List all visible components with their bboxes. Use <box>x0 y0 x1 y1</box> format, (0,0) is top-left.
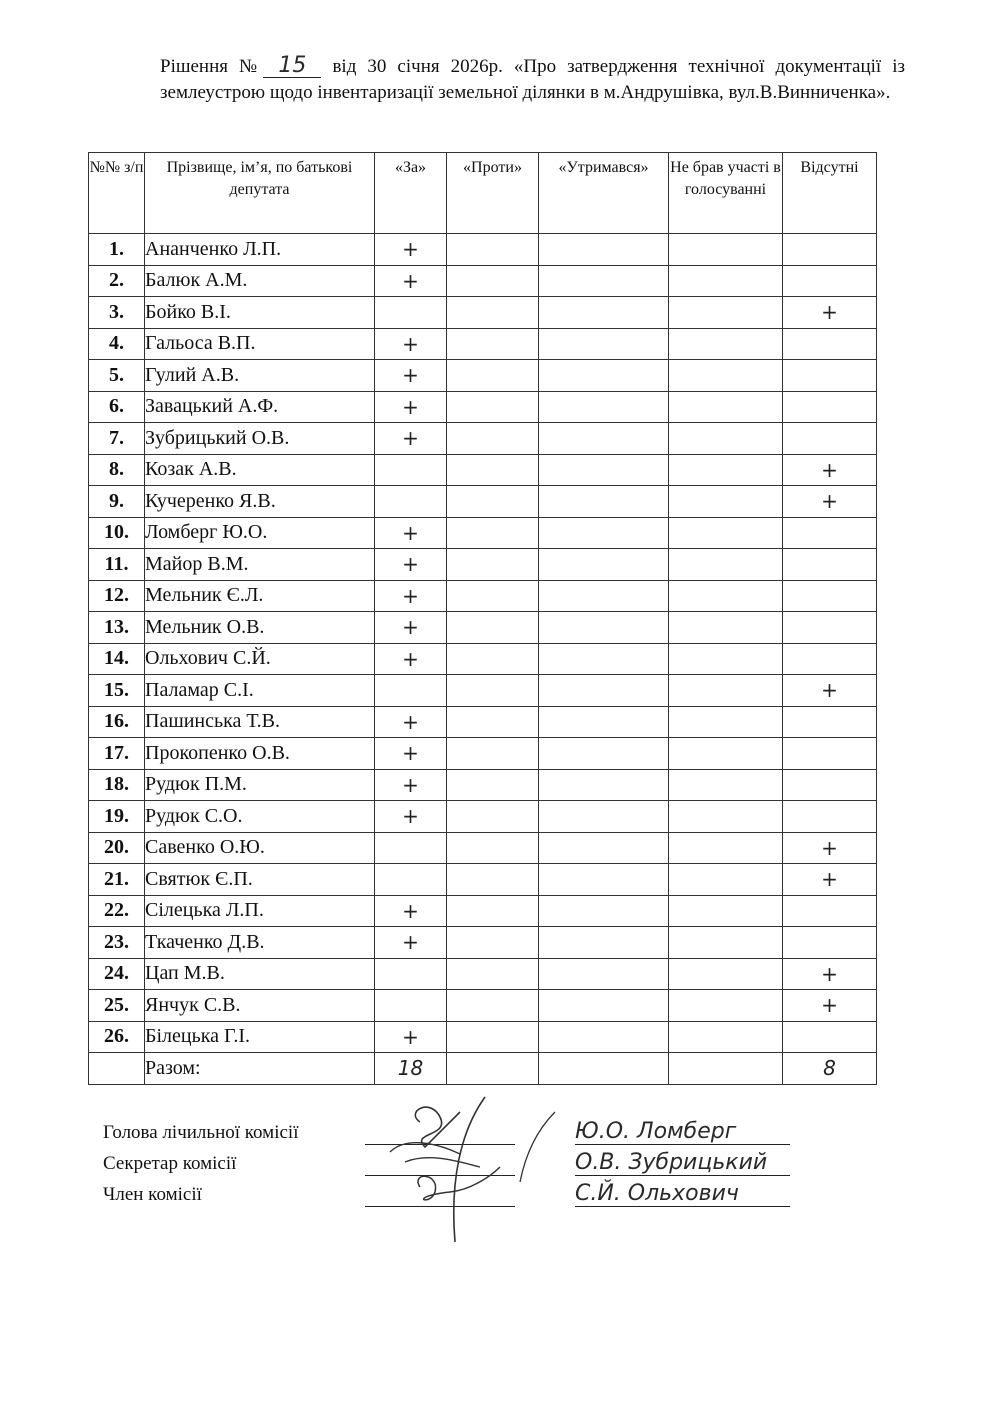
deputy-name: Прокопенко О.В. <box>145 738 375 770</box>
vote-for <box>375 958 447 990</box>
vote-against <box>447 454 539 486</box>
deputy-name: Святюк Є.П. <box>145 864 375 896</box>
table-row <box>89 675 877 707</box>
vote-not-voted <box>669 927 783 959</box>
vote-not-voted <box>669 391 783 423</box>
vote-against <box>447 801 539 833</box>
vote-abstained <box>539 360 669 392</box>
table-row <box>89 391 877 423</box>
vote-abstained <box>539 801 669 833</box>
vote-against <box>447 643 539 675</box>
table-row <box>89 360 877 392</box>
vote-not-voted <box>669 265 783 297</box>
vote-abstained <box>539 1021 669 1053</box>
vote-not-voted <box>669 769 783 801</box>
total-row <box>89 1053 877 1085</box>
vote-abstained <box>539 517 669 549</box>
deputy-name: Паламар С.І. <box>145 675 375 707</box>
table-row <box>89 423 877 455</box>
vote-not-voted <box>669 486 783 518</box>
vote-not-voted <box>669 832 783 864</box>
vote-absent: + <box>783 454 877 486</box>
row-number: 20. <box>89 832 145 864</box>
vote-not-voted <box>669 706 783 738</box>
vote-not-voted <box>669 423 783 455</box>
decision-number: 15 <box>263 55 321 78</box>
vote-for <box>375 990 447 1022</box>
vote-against <box>447 990 539 1022</box>
vote-not-voted <box>669 675 783 707</box>
vote-abstained <box>539 297 669 329</box>
table-row <box>89 801 877 833</box>
vote-for: + <box>375 927 447 959</box>
table-row <box>89 549 877 581</box>
row-number: 3. <box>89 297 145 329</box>
vote-absent: + <box>783 486 877 518</box>
deputy-name: Ольхович С.Й. <box>145 643 375 675</box>
vote-for: + <box>375 549 447 581</box>
vote-for <box>375 832 447 864</box>
vote-abstained <box>539 328 669 360</box>
vote-abstained <box>539 549 669 581</box>
decision-text: від 30 січня 2026р. «Про затвердження технічної документації із землеустрою щодо інвентаризації земельної ділянки в м.Андрушівка, вул.В.Винниченка». <box>160 56 905 103</box>
deputy-name: Зубрицький О.В. <box>145 423 375 455</box>
vote-not-voted <box>669 958 783 990</box>
row-number: 5. <box>89 360 145 392</box>
row-number: 25. <box>89 990 145 1022</box>
row-number: 2. <box>89 265 145 297</box>
row-number: 15. <box>89 675 145 707</box>
vote-absent: + <box>783 958 877 990</box>
vote-against <box>447 832 539 864</box>
vote-not-voted <box>669 234 783 266</box>
table-row <box>89 454 877 486</box>
deputy-name: Майор В.М. <box>145 549 375 581</box>
deputy-name: Сілецька Л.П. <box>145 895 375 927</box>
col-abstained: «Утримався» <box>539 153 669 234</box>
deputy-name: Бойко В.І. <box>145 297 375 329</box>
total-abstained <box>539 1053 669 1085</box>
vote-against <box>447 234 539 266</box>
vote-abstained <box>539 769 669 801</box>
vote-against <box>447 612 539 644</box>
deputy-name: Ломберг Ю.О. <box>145 517 375 549</box>
vote-for: + <box>375 612 447 644</box>
vote-absent <box>783 927 877 959</box>
vote-absent: + <box>783 832 877 864</box>
vote-absent <box>783 580 877 612</box>
table-row <box>89 612 877 644</box>
vote-for: + <box>375 517 447 549</box>
row-number: 6. <box>89 391 145 423</box>
table-row <box>89 990 877 1022</box>
vote-absent <box>783 643 877 675</box>
vote-against <box>447 769 539 801</box>
decision-heading <box>160 54 905 106</box>
vote-for: + <box>375 265 447 297</box>
vote-not-voted <box>669 643 783 675</box>
vote-against <box>447 1021 539 1053</box>
deputy-name: Білецька Г.І. <box>145 1021 375 1053</box>
table-row <box>89 328 877 360</box>
decision-prefix: Рішення № <box>160 56 264 77</box>
deputy-name: Рудюк С.О. <box>145 801 375 833</box>
row-number: 21. <box>89 864 145 896</box>
vote-for: + <box>375 391 447 423</box>
row-number: 22. <box>89 895 145 927</box>
col-absent: Відсутні <box>783 153 877 234</box>
vote-for: + <box>375 895 447 927</box>
vote-absent <box>783 706 877 738</box>
vote-against <box>447 675 539 707</box>
vote-against <box>447 265 539 297</box>
deputy-name: Ананченко Л.П. <box>145 234 375 266</box>
col-for: «За» <box>375 153 447 234</box>
row-number: 4. <box>89 328 145 360</box>
vote-absent <box>783 265 877 297</box>
vote-not-voted <box>669 549 783 581</box>
signature-role: Голова лічильної комісії <box>103 1122 299 1143</box>
voting-table <box>88 152 877 1085</box>
vote-against <box>447 580 539 612</box>
row-number: 16. <box>89 706 145 738</box>
deputy-name: Балюк А.М. <box>145 265 375 297</box>
total-label: Разом: <box>145 1053 375 1085</box>
vote-for: + <box>375 234 447 266</box>
deputy-name: Завацький А.Ф. <box>145 391 375 423</box>
vote-absent: + <box>783 675 877 707</box>
vote-abstained <box>539 832 669 864</box>
table-row <box>89 580 877 612</box>
deputy-name: Мельник Є.Л. <box>145 580 375 612</box>
vote-abstained <box>539 423 669 455</box>
vote-abstained <box>539 675 669 707</box>
vote-abstained <box>539 643 669 675</box>
vote-abstained <box>539 958 669 990</box>
vote-for: + <box>375 328 447 360</box>
deputy-name: Савенко О.Ю. <box>145 832 375 864</box>
vote-absent <box>783 738 877 770</box>
signature-role: Член комісії <box>103 1184 202 1205</box>
vote-not-voted <box>669 1021 783 1053</box>
signature-name: Ю.О. Ломберг <box>575 1120 790 1145</box>
vote-against <box>447 958 539 990</box>
row-number: 9. <box>89 486 145 518</box>
vote-not-voted <box>669 517 783 549</box>
vote-abstained <box>539 895 669 927</box>
vote-not-voted <box>669 454 783 486</box>
table-row <box>89 769 877 801</box>
table-row <box>89 234 877 266</box>
vote-against <box>447 549 539 581</box>
vote-against <box>447 486 539 518</box>
vote-not-voted <box>669 738 783 770</box>
signature-name: О.В. Зубрицький <box>575 1151 790 1176</box>
vote-absent: + <box>783 297 877 329</box>
vote-for <box>375 486 447 518</box>
row-number: 12. <box>89 580 145 612</box>
vote-abstained <box>539 486 669 518</box>
total-not-voted <box>669 1053 783 1085</box>
vote-for: + <box>375 643 447 675</box>
vote-against <box>447 328 539 360</box>
row-number: 19. <box>89 801 145 833</box>
vote-abstained <box>539 927 669 959</box>
vote-abstained <box>539 580 669 612</box>
signature-name: С.Й. Ольхович <box>575 1182 790 1207</box>
table-row <box>89 895 877 927</box>
vote-absent <box>783 517 877 549</box>
vote-abstained <box>539 612 669 644</box>
deputy-name: Гулий А.В. <box>145 360 375 392</box>
vote-abstained <box>539 738 669 770</box>
vote-absent <box>783 801 877 833</box>
vote-not-voted <box>669 864 783 896</box>
row-number: 23. <box>89 927 145 959</box>
vote-absent <box>783 612 877 644</box>
vote-absent <box>783 360 877 392</box>
vote-for: + <box>375 360 447 392</box>
vote-absent: + <box>783 990 877 1022</box>
vote-absent <box>783 423 877 455</box>
total-against <box>447 1053 539 1085</box>
table-row <box>89 927 877 959</box>
vote-for: + <box>375 580 447 612</box>
total-for: 18 <box>375 1053 447 1085</box>
vote-abstained <box>539 391 669 423</box>
vote-for: + <box>375 769 447 801</box>
table-row <box>89 864 877 896</box>
table-row <box>89 486 877 518</box>
vote-absent: + <box>783 864 877 896</box>
table-row <box>89 643 877 675</box>
deputy-name: Козак А.В. <box>145 454 375 486</box>
col-number: №№ з/п <box>89 153 145 234</box>
deputy-name: Цап М.В. <box>145 958 375 990</box>
vote-not-voted <box>669 990 783 1022</box>
row-number: 24. <box>89 958 145 990</box>
vote-against <box>447 391 539 423</box>
vote-against <box>447 738 539 770</box>
vote-absent <box>783 1021 877 1053</box>
vote-against <box>447 895 539 927</box>
row-number: 1. <box>89 234 145 266</box>
row-number: 11. <box>89 549 145 581</box>
table-row <box>89 297 877 329</box>
vote-for: + <box>375 1021 447 1053</box>
vote-for <box>375 864 447 896</box>
vote-absent <box>783 549 877 581</box>
vote-abstained <box>539 234 669 266</box>
vote-abstained <box>539 706 669 738</box>
vote-for: + <box>375 423 447 455</box>
deputy-name: Ткаченко Д.В. <box>145 927 375 959</box>
vote-abstained <box>539 265 669 297</box>
vote-absent <box>783 895 877 927</box>
deputy-name: Рудюк П.М. <box>145 769 375 801</box>
vote-against <box>447 360 539 392</box>
vote-against <box>447 864 539 896</box>
col-not-voted: Не брав участі в голосуванні <box>669 153 783 234</box>
total-absent: 8 <box>783 1053 877 1085</box>
col-against: «Проти» <box>447 153 539 234</box>
deputy-name: Гальоса В.П. <box>145 328 375 360</box>
vote-against <box>447 423 539 455</box>
deputy-name: Янчук С.В. <box>145 990 375 1022</box>
vote-not-voted <box>669 895 783 927</box>
vote-against <box>447 927 539 959</box>
row-number: 8. <box>89 454 145 486</box>
vote-not-voted <box>669 360 783 392</box>
table-row <box>89 738 877 770</box>
vote-absent <box>783 328 877 360</box>
signature-role: Секретар комісії <box>103 1153 237 1174</box>
table-row <box>89 265 877 297</box>
table-header-row <box>89 153 877 234</box>
row-number: 14. <box>89 643 145 675</box>
handwritten-signatures <box>310 1092 560 1262</box>
row-number: 13. <box>89 612 145 644</box>
vote-abstained <box>539 864 669 896</box>
table-row <box>89 1021 877 1053</box>
vote-abstained <box>539 454 669 486</box>
vote-for: + <box>375 738 447 770</box>
vote-absent <box>783 769 877 801</box>
vote-not-voted <box>669 801 783 833</box>
vote-abstained <box>539 990 669 1022</box>
vote-not-voted <box>669 328 783 360</box>
vote-for <box>375 675 447 707</box>
deputy-name: Пашинська Т.В. <box>145 706 375 738</box>
vote-against <box>447 517 539 549</box>
vote-not-voted <box>669 580 783 612</box>
vote-absent <box>783 234 877 266</box>
vote-for <box>375 454 447 486</box>
row-number: 17. <box>89 738 145 770</box>
vote-for: + <box>375 801 447 833</box>
deputy-name: Мельник О.В. <box>145 612 375 644</box>
vote-not-voted <box>669 612 783 644</box>
vote-against <box>447 706 539 738</box>
vote-for <box>375 297 447 329</box>
vote-absent <box>783 391 877 423</box>
vote-not-voted <box>669 297 783 329</box>
row-number: 7. <box>89 423 145 455</box>
row-number: 10. <box>89 517 145 549</box>
row-number: 18. <box>89 769 145 801</box>
vote-for: + <box>375 706 447 738</box>
table-row <box>89 832 877 864</box>
deputy-name: Кучеренко Я.В. <box>145 486 375 518</box>
row-number: 26. <box>89 1021 145 1053</box>
total-empty <box>89 1053 145 1085</box>
table-row <box>89 706 877 738</box>
vote-against <box>447 297 539 329</box>
col-name: Прізвище, ім’я, по батькові депутата <box>145 153 375 234</box>
table-row <box>89 958 877 990</box>
table-row <box>89 517 877 549</box>
